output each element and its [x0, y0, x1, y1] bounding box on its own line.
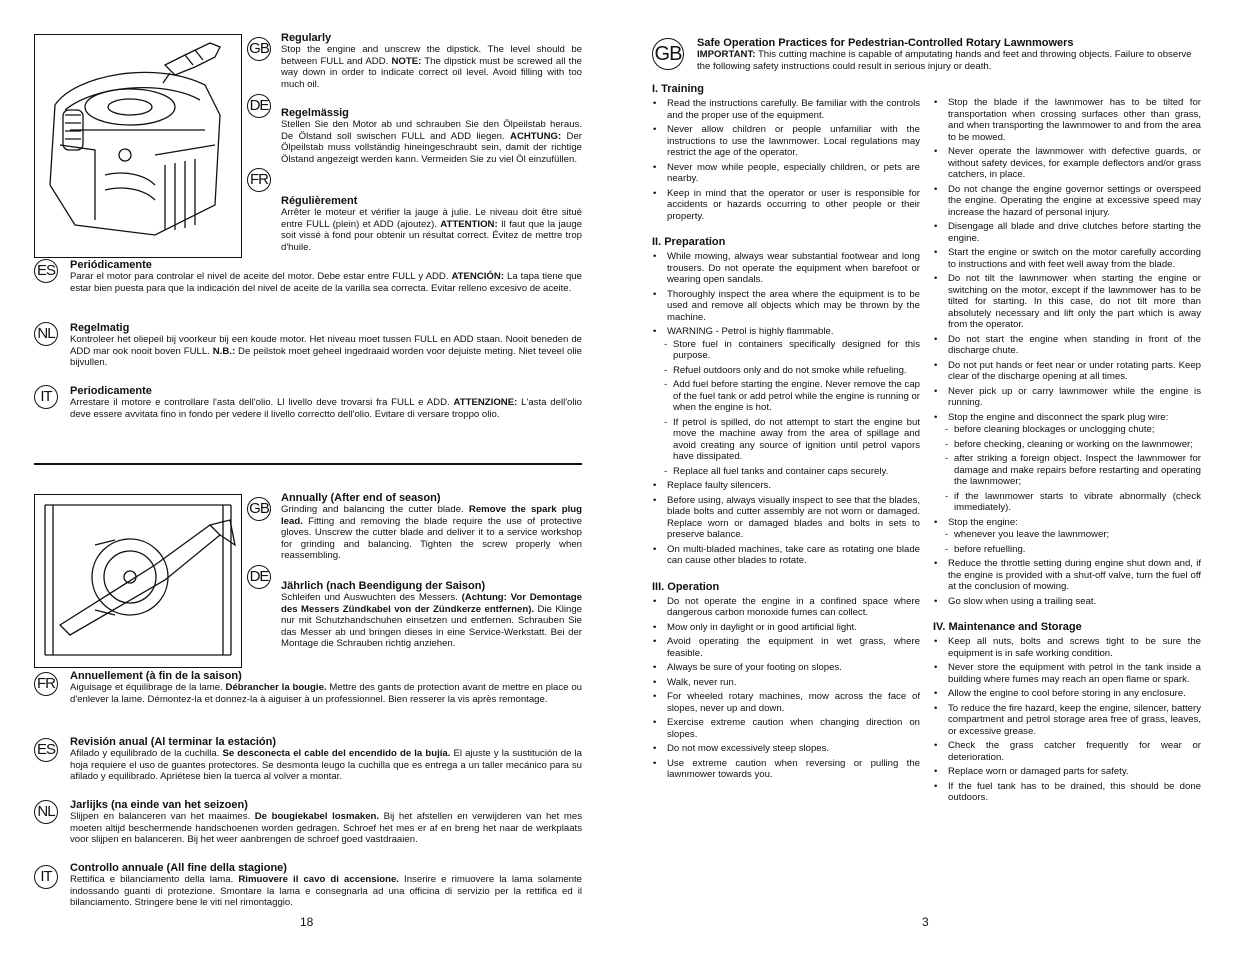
list-item: • Mow only in daylight or in good artificial light.: [652, 622, 920, 634]
oil-es-text: Parar el motor para controlar el nivel de aceite del motor. Debe estar entre FULL y ADD. ATENCIÓN: La tapa tiene que estar bien puesta para que la indicación del nivel de aceite de la varilla sea correcta. Evitar relleno excesivo de aceite.: [70, 271, 582, 294]
blade-it-block: [70, 862, 582, 909]
stop-plug-sublist: [944, 424, 1201, 514]
maintenance-heading: IV. Maintenance and Storage: [933, 621, 1082, 633]
blade-illustration: [34, 494, 242, 668]
safety-column-1: [652, 73, 920, 784]
blade-de-text: Schleifen und Auswuchten des Messers. (Achtung: Vor Demontage des Messers Zündkabel von der Zündkerze entfernen). Die Klinge nur mit Schutzhandschuhen einsetzen und entfernen. Schrauben Sie das Messer ab und bringen dieses in eine Service-Werkstatt. Bei der Montage die Schrauben richtig anziehen.: [281, 592, 582, 650]
section-divider: [34, 463, 582, 465]
list-item: • For wheeled rotary machines, mow across the face of slopes, never up and down.: [652, 691, 920, 714]
list-item: - after striking a foreign object. Inspect the lawnmower for damage and make repairs before restarting and operating the lawnmower;: [944, 453, 1201, 488]
lang-badge-nl: NL: [34, 322, 58, 346]
list-item: - if the lawnmower starts to vibrate abnormally (check immediately).: [944, 491, 1201, 514]
list-item: • Before using, always visually inspect to see that the blades, blade bolts and cutter assembly are not worn or damaged. Replace worn or damaged blades and bolts in sets to preserve balance.: [652, 495, 920, 541]
list-item: • Allow the engine to cool before storing in any enclosure.: [933, 688, 1201, 700]
petrol-sublist: [663, 339, 920, 478]
list-item: • Start the engine or switch on the motor carefully according to instructions and with feet well away from the blade.: [933, 247, 1201, 270]
oil-it-block: [70, 385, 582, 420]
list-item: • Never pick up or carry lawnmower while the engine is running.: [933, 386, 1201, 409]
oil-nl-block: [70, 322, 582, 369]
training-heading: I. Training: [652, 83, 704, 95]
oil-de-title: Regelmässig: [281, 107, 349, 119]
list-item: • Do not operate the engine in a confined space where dangerous carbon monoxide fumes can collect.: [652, 596, 920, 619]
list-item: • Stop the blade if the lawnmower has to be tilted for transportation when crossing surfaces other than grass, and when transporting the lawnmower to and from the area to be mowed.: [933, 97, 1201, 143]
operation-list-continued: [933, 97, 1201, 607]
safety-header: [697, 37, 1207, 72]
list-item: • Keep all nuts, bolts and screws tight to be sure the equipment is in safe working condition.: [933, 636, 1201, 659]
engine-drawing: [35, 35, 241, 257]
stop-engine-sublist: [944, 529, 1201, 555]
list-item: - Replace all fuel tanks and container caps securely.: [663, 466, 920, 478]
lang-badge-it-2: IT: [34, 865, 58, 889]
list-item: • Avoid operating the equipment in wet grass, where feasible.: [652, 636, 920, 659]
page-number-left: 18: [300, 915, 314, 929]
oil-it-text: Arrestare il motore e controllare l'asta dell'olio. Ll livello deve trovarsi fra FULL e ADD. ATTENZIONE: L'asta dell'olio deve essere avvitata fino in fondo per vedere il livello correctto dell'olio. Evitare di versare troppo olio.: [70, 397, 582, 420]
stop-and-disconnect: Stop the engine and disconnect the spark plug wire:: [948, 411, 1169, 423]
oil-de-text: Stellen Sie den Motor ab und schrauben Sie den Ölpeilstab heraus. De Ölstand soll swischen FULL and ADD liegen. ACHTUNG: Der Ölpeilstab muss vollständig hineingeschraubt sein, damit der richtige Ölstand angezeigt werden kann. Vermeiden Sie zu viel Öl einzufüllen.: [281, 119, 582, 165]
lang-badge-it: IT: [34, 385, 58, 409]
list-item: • Do not mow excessively steep slopes.: [652, 743, 920, 755]
list-item: • Use extreme caution when reversing or pulling the lawnmower towards you.: [652, 758, 920, 781]
list-item: - Refuel outdoors only and do not smoke while refueling.: [663, 365, 920, 377]
blade-fr-title: Annuellement (à fin de la saison): [70, 670, 242, 682]
blade-nl-block: [70, 799, 582, 846]
safety-column-2: [933, 97, 1201, 807]
list-item: • Walk, never run.: [652, 677, 920, 689]
list-item: • If the fuel tank has to be drained, this should be done outdoors.: [933, 781, 1201, 804]
list-item: - Store fuel in containers specifically designed for this purpose.: [663, 339, 920, 362]
preparation-heading: II. Preparation: [652, 236, 726, 248]
blade-drawing: [35, 495, 241, 667]
page-number-right: 3: [922, 915, 929, 929]
list-item: - before checking, cleaning or working on the lawnmower;: [944, 439, 1201, 451]
lang-badge-gb-2: GB: [247, 497, 271, 521]
list-item: • While mowing, always wear substantial footwear and long trousers. Do not operate the equipment when barefoot or wearing open sandals.: [652, 251, 920, 286]
list-item: - before refuelling.: [944, 544, 1201, 556]
oil-nl-title: Regelmatig: [70, 322, 130, 334]
engine-dipstick-illustration: [34, 34, 242, 258]
list-item: • To reduce the fire hazard, keep the engine, silencer, battery compartment and petrol storage area free of grass, leaves, or excessive grease.: [933, 703, 1201, 738]
list-item: - whenever you leave the lawnmower;: [944, 529, 1201, 541]
list-item: • Never store the equipment with petrol in the tank inside a building where fumes may reach an open flame or spark.: [933, 662, 1201, 685]
list-item: • Replace faulty silencers.: [652, 480, 920, 492]
lang-badge-de: DE: [247, 94, 271, 118]
stop-engine: Stop the engine:: [948, 516, 1018, 528]
blade-nl-text: Slijpen en balanceren van het maaimes. De bougiekabel losmaken. Bij het afstellen en verwijderen van het mes moeten altijd beschermende handschoenen worden gedragen. Schroef het mes er af en breng het naar de werkplaats voor slijpen en balanceren. Bij het weer aanbrengen de schroef goed vastdraaien.: [70, 811, 582, 846]
preparation-list: [652, 251, 920, 567]
lang-badge-de-2: DE: [247, 565, 271, 589]
blade-it-text: Rettifica e bilanciamento della lama. Rimuovere il cavo di accensione. Inserire e rimuovere la lama solamente indossando guanti di protezione. Smontare la lama e consegnarla ad una officina di servizio per la rettifica ed il bilanciamento. Stringere bene le viti nel rimontaggio.: [70, 874, 583, 909]
list-item: [933, 517, 1201, 556]
oil-it-title: Periodicamente: [70, 385, 152, 397]
lang-badge-fr-2: FR: [34, 672, 58, 696]
oil-es-block: [70, 259, 582, 294]
oil-gb-text: Stop the engine and unscrew the dipstick. The level should be between FULL and ADD. NOTE: The dipstick must be screwed all the way down in order to indicate correct oil level. Avoid filling with too much oil.: [281, 44, 582, 90]
list-item: • Do not change the engine governor settings or overspeed the engine. Operating the engine at excessive speed may increase the hazard of personal injury.: [933, 184, 1201, 219]
lang-badge-es: ES: [34, 259, 58, 283]
list-item: • Do not put hands or feet near or under rotating parts. Keep clear of the discharge opening at all times.: [933, 360, 1201, 383]
blade-de-title: Jährlich (nach Beendigung der Saison): [281, 580, 486, 592]
list-item: • Do not start the engine when standing in front of the discharge chute.: [933, 334, 1201, 357]
safety-title: Safe Operation Practices for Pedestrian-Controlled Rotary Lawnmowers: [697, 37, 1074, 49]
list-item: • Do not tilt the lawnmower when starting the engine or switching on the motor, except if the lawnmower has to be tilted for starting. In this case, do not tilt more than absolutely necessary and lift only the part which is away from the operator.: [933, 273, 1201, 331]
blade-it-title: Controllo annuale (All fine della stagione): [70, 862, 287, 874]
list-item: • Always be sure of your footing on slopes.: [652, 662, 920, 674]
important-note: IMPORTANT: This cutting machine is capable of amputating hands and feet and throwing objects. Failure to observe the following safety instructions could result in serious injury or death.: [697, 49, 1192, 72]
lang-badge-nl-2: NL: [34, 800, 58, 824]
blade-nl-title: Jarlijks (na einde van het seizoen): [70, 799, 248, 811]
operation-heading: III. Operation: [652, 580, 720, 593]
list-item: - before cleaning blockages or unclogging chute;: [944, 424, 1201, 436]
lang-badge-gb: GB: [247, 37, 271, 61]
oil-fr-text: Arrêter le moteur et vérifier la jauge à julie. Le niveau doit être situé entre FULL (plein) et ADD (ajoutez). ATTENTION: Il faut que la jauge soit vissé à fond pour obtenir un résultat correct. Évitez de mettre trop d'huile.: [281, 207, 583, 253]
list-item: • Check the grass catcher frequently for wear or deterioration.: [933, 740, 1201, 763]
list-item: - Add fuel before starting the engine. Never remove the cap of the fuel tank or add petrol while the engine is running or when the engine is hot.: [663, 379, 920, 414]
blade-fr-block: [70, 670, 582, 705]
list-item: - If petrol is spilled, do not attempt to start the engine but move the machine away from the area of spillage and avoid creating any source of ignition until petrol vapors have dissipated.: [663, 417, 920, 463]
oil-nl-text: Kontroleer het oliepeil bij voorkeur bij een koude motor. Het niveau moet tussen FULL en ADD staan. Nooit beneden de ADD mar ook nooit boven FULL. N.B.: De peilstok moet geheel ingedraaid worden voor dejuiste meting. Niet teveel olie bijvullen.: [70, 334, 582, 369]
list-item: • On multi-bladed machines, take care as rotating one blade can cause other blades to rotate.: [652, 544, 920, 567]
list-item: [652, 326, 920, 477]
oil-gb-block: [281, 32, 582, 90]
lang-badge-fr: FR: [247, 168, 271, 192]
list-item: • Replace worn or damaged parts for safety.: [933, 766, 1201, 778]
oil-fr-block: [281, 195, 582, 253]
blade-es-title: Revisión anual (Al terminar la estación): [70, 736, 277, 748]
list-item: • Never allow children or people unfamiliar with the instructions to use the lawnmower. Local regulations may restrict the age of the operator.: [652, 124, 920, 159]
oil-es-title: Periódicamente: [70, 259, 152, 271]
oil-fr-title: Réguliѐrement: [281, 195, 358, 207]
blade-gb-text: Grinding and balancing the cutter blade. Remove the spark plug lead. Fitting and removing the blade require the use of protective gloves. Unscrew the cutter blade and deliver it to a service workshop for grinding and balancing. Tighten the screw properly when reassembling.: [281, 504, 582, 562]
warning-petrol: WARNING - Petrol is highly flammable.: [667, 326, 834, 337]
list-item: • Never mow while people, especially children, or pets are nearby.: [652, 162, 920, 185]
list-item: • Read the instructions carefully. Be familiar with the controls and the proper use of the equipment.: [652, 98, 920, 121]
list-item: • Disengage all blade and drive clutches before starting the engine.: [933, 221, 1201, 244]
list-item: • Reduce the throttle setting during engine shut down and, if the engine is provided with a shut-off valve, turn the fuel off at the conclusion of mowing.: [933, 558, 1201, 593]
maintenance-list: [933, 636, 1201, 804]
training-list: [652, 98, 920, 222]
list-item: • Thoroughly inspect the area where the equipment is to be used and remove all objects which may be thrown by the machine.: [652, 289, 920, 324]
blade-de-block: [281, 580, 582, 650]
list-item: • Go slow when using a trailing seat.: [933, 596, 1201, 608]
lang-badge-es-2: ES: [34, 738, 58, 762]
operation-list: [652, 596, 920, 781]
blade-es-text: Afilado y equilibrado de la cuchilla. Se desconecta el cable del encendido de la bujía. El ajuste y la sustitución de la hoja requiere el uso de guantes protectores. Se desmonta leugo la cuchilla que es entrega a un taller mecánico para su afilado y equilibrado. Apriétese bien la tuerca al volver a montar.: [70, 748, 582, 783]
list-item: • Exercise extreme caution when changing direction on slopes.: [652, 717, 920, 740]
blade-gb-block: [281, 492, 582, 562]
blade-es-block: [70, 736, 582, 783]
list-item: • Never operate the lawnmower with defective guards, or without safety devices, for example deflectors and/or grass catchers, in place.: [933, 146, 1201, 181]
lang-badge-gb-right: GB: [652, 38, 684, 70]
list-item: • Keep in mind that the operator or user is responsible for accidents or hazards occurring to other people or their property.: [652, 188, 920, 223]
blade-gb-title: Annually (After end of season): [281, 492, 441, 504]
blade-fr-text: Aiguisage et équilibrage de la lame. Débrancher la bougie. Mettre des gants de protection avant de mettre en place ou d'enlever la lame. Démontez-la et donnez-la à aiguiser à un professionnel. Bien resserer la vis aprѐs remontage.: [70, 682, 582, 705]
list-item: [933, 412, 1201, 514]
oil-gb-title: Regularly: [281, 32, 332, 44]
oil-de-block: [281, 107, 582, 165]
